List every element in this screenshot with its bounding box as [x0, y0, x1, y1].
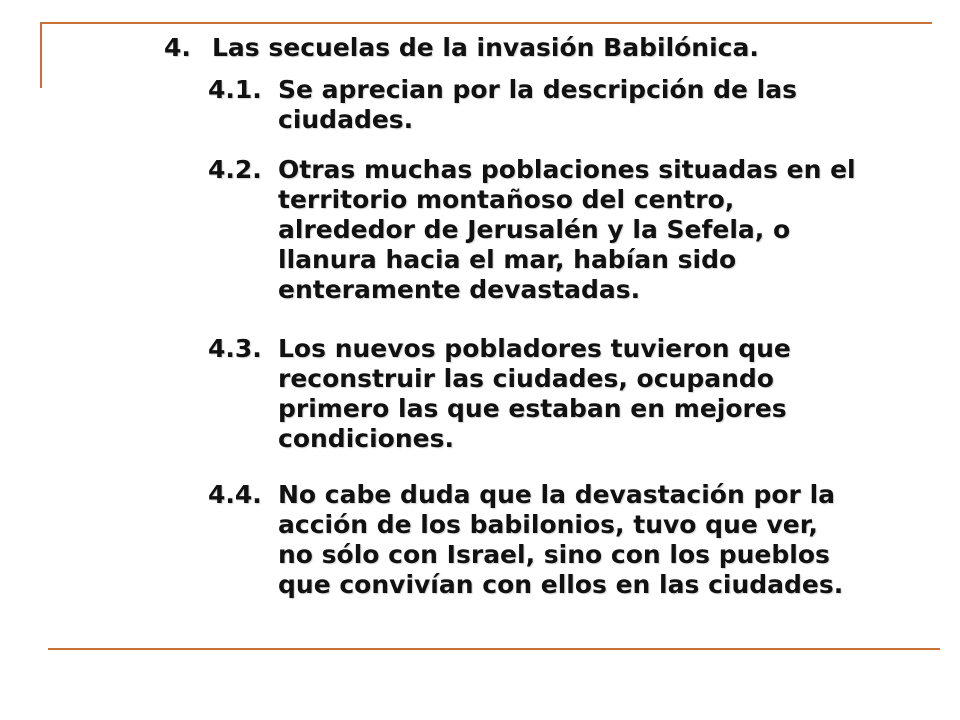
text-line: llanura hacia el mar, habían sido — [278, 245, 737, 274]
text-line: territorio montañoso del centro, — [278, 185, 735, 214]
text-line: enteramente devastadas. — [278, 275, 641, 304]
list-item-text — [278, 334, 898, 454]
heading-text: Las secuelas de la invasión Babilónica. — [212, 33, 759, 62]
list-item-number: 4.2. — [208, 155, 262, 184]
text-line: acción de los babilonios, tuvo que ver, — [278, 510, 818, 539]
text-line: No cabe duda que la devastación por la — [278, 480, 836, 509]
list-item-text — [278, 155, 898, 305]
text-line: no sólo con Israel, sino con los pueblos — [278, 540, 830, 569]
text-line: alrededor de Jerusalén y la Sefela, o — [278, 215, 791, 244]
text-line: condiciones. — [278, 424, 454, 453]
heading-number: 4. — [164, 33, 191, 62]
text-line: Otras muchas poblaciones situadas en el — [278, 155, 856, 184]
text-line: ciudades. — [278, 105, 414, 134]
text-line: reconstruir las ciudades, ocupando — [278, 364, 774, 393]
text-line: primero las que estaban en mejores — [278, 394, 787, 423]
text-line: Se aprecian por la descripción de las — [278, 75, 798, 104]
list-item-text — [278, 75, 898, 135]
list-item-text — [278, 480, 898, 600]
text-line: Los nuevos pobladores tuvieron que — [278, 334, 791, 363]
list-item-number: 4.4. — [208, 480, 262, 509]
list-item-number: 4.1. — [208, 75, 262, 104]
list-item-number: 4.3. — [208, 334, 262, 363]
text-line: que convivían con ellos en las ciudades. — [278, 570, 844, 599]
